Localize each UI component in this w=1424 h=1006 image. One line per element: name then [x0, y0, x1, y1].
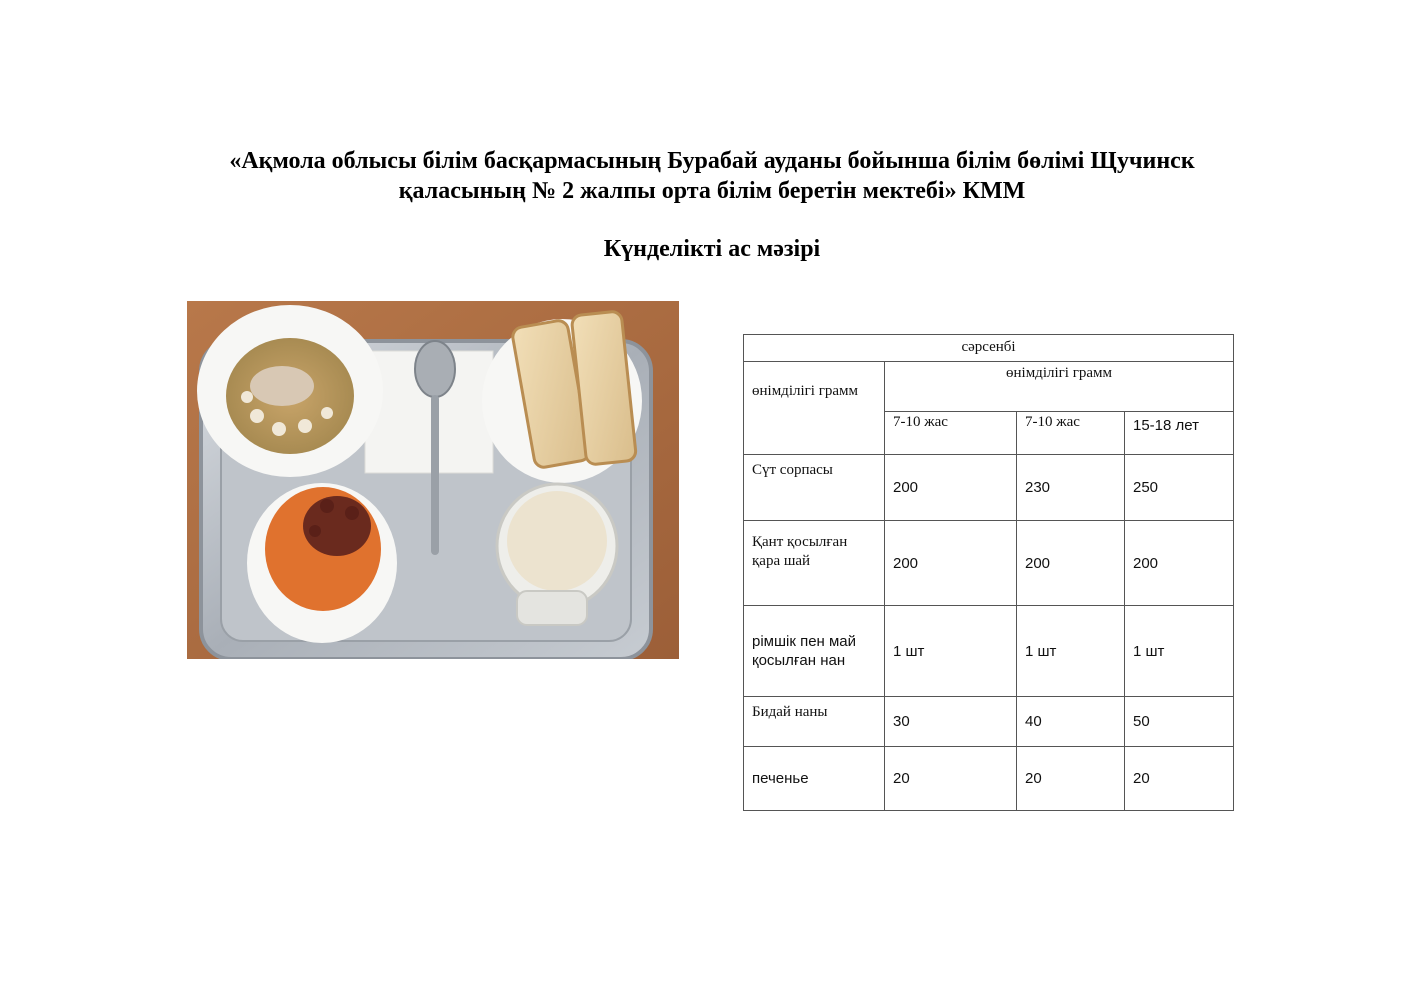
row-4-name: Бидай наны — [752, 704, 828, 720]
header-group-cell — [885, 362, 1234, 412]
row-2-value-1: 200 — [893, 555, 919, 572]
row-5-value-1: 20 — [893, 770, 910, 787]
row-2-value-2: 200 — [1025, 555, 1051, 572]
header-left-cell — [744, 362, 885, 455]
age-group-3-cell — [1125, 412, 1234, 455]
row-3-value-2: 1 шт — [1025, 643, 1057, 660]
title-line-1: «Ақмола облысы білім басқармасының Бурабай ауданы бойынша білім бөлімі Щучинск — [229, 148, 1195, 174]
header-group-label: өнімділігі грамм — [1006, 365, 1113, 381]
age-group-1: 7-10 жас — [893, 414, 948, 430]
row-1-value-2: 230 — [1025, 479, 1051, 496]
row-5-value-2: 20 — [1025, 770, 1042, 787]
menu-table — [743, 334, 1234, 811]
row-1-value-1: 200 — [893, 479, 919, 496]
row-3-value-3: 1 шт — [1133, 643, 1165, 660]
row-2-name: Қант қосылған қара шай — [752, 534, 848, 569]
row-5-value-3: 20 — [1133, 770, 1150, 787]
age-group-1-cell — [885, 412, 1017, 455]
row-4-value-1: 30 — [893, 713, 910, 730]
day-cell — [744, 335, 1234, 362]
row-1-value-3: 250 — [1133, 479, 1159, 496]
table-row — [744, 747, 1234, 811]
row-5-name: печенье — [752, 770, 809, 787]
row-3-value-1: 1 шт — [893, 643, 925, 660]
meal-tray-photo — [187, 301, 679, 659]
age-group-2: 7-10 жас — [1025, 414, 1080, 430]
table-row — [744, 606, 1234, 697]
table-row — [744, 455, 1234, 521]
row-3-name: рімшік пен май қосылған нан — [752, 633, 857, 669]
row-4-value-2: 40 — [1025, 713, 1042, 730]
day-label: сәрсенбі — [961, 339, 1016, 355]
menu-subtitle: Күнделікті ас мәзірі — [603, 236, 821, 262]
table-row — [744, 521, 1234, 606]
table-row — [744, 697, 1234, 747]
age-group-2-cell — [1017, 412, 1125, 455]
row-1-name: Сүт сорпасы — [752, 462, 833, 478]
header-left-label: өнімділігі грамм — [752, 383, 859, 399]
title-line-2: қаласының № 2 жалпы орта білім беретін мектебі» КММ — [398, 178, 1026, 204]
spoon — [415, 341, 455, 397]
age-group-3: 15-18 лет — [1133, 417, 1199, 434]
document-title — [100, 146, 1324, 206]
row-4-value-3: 50 — [1133, 713, 1150, 730]
row-2-value-3: 200 — [1133, 555, 1159, 572]
